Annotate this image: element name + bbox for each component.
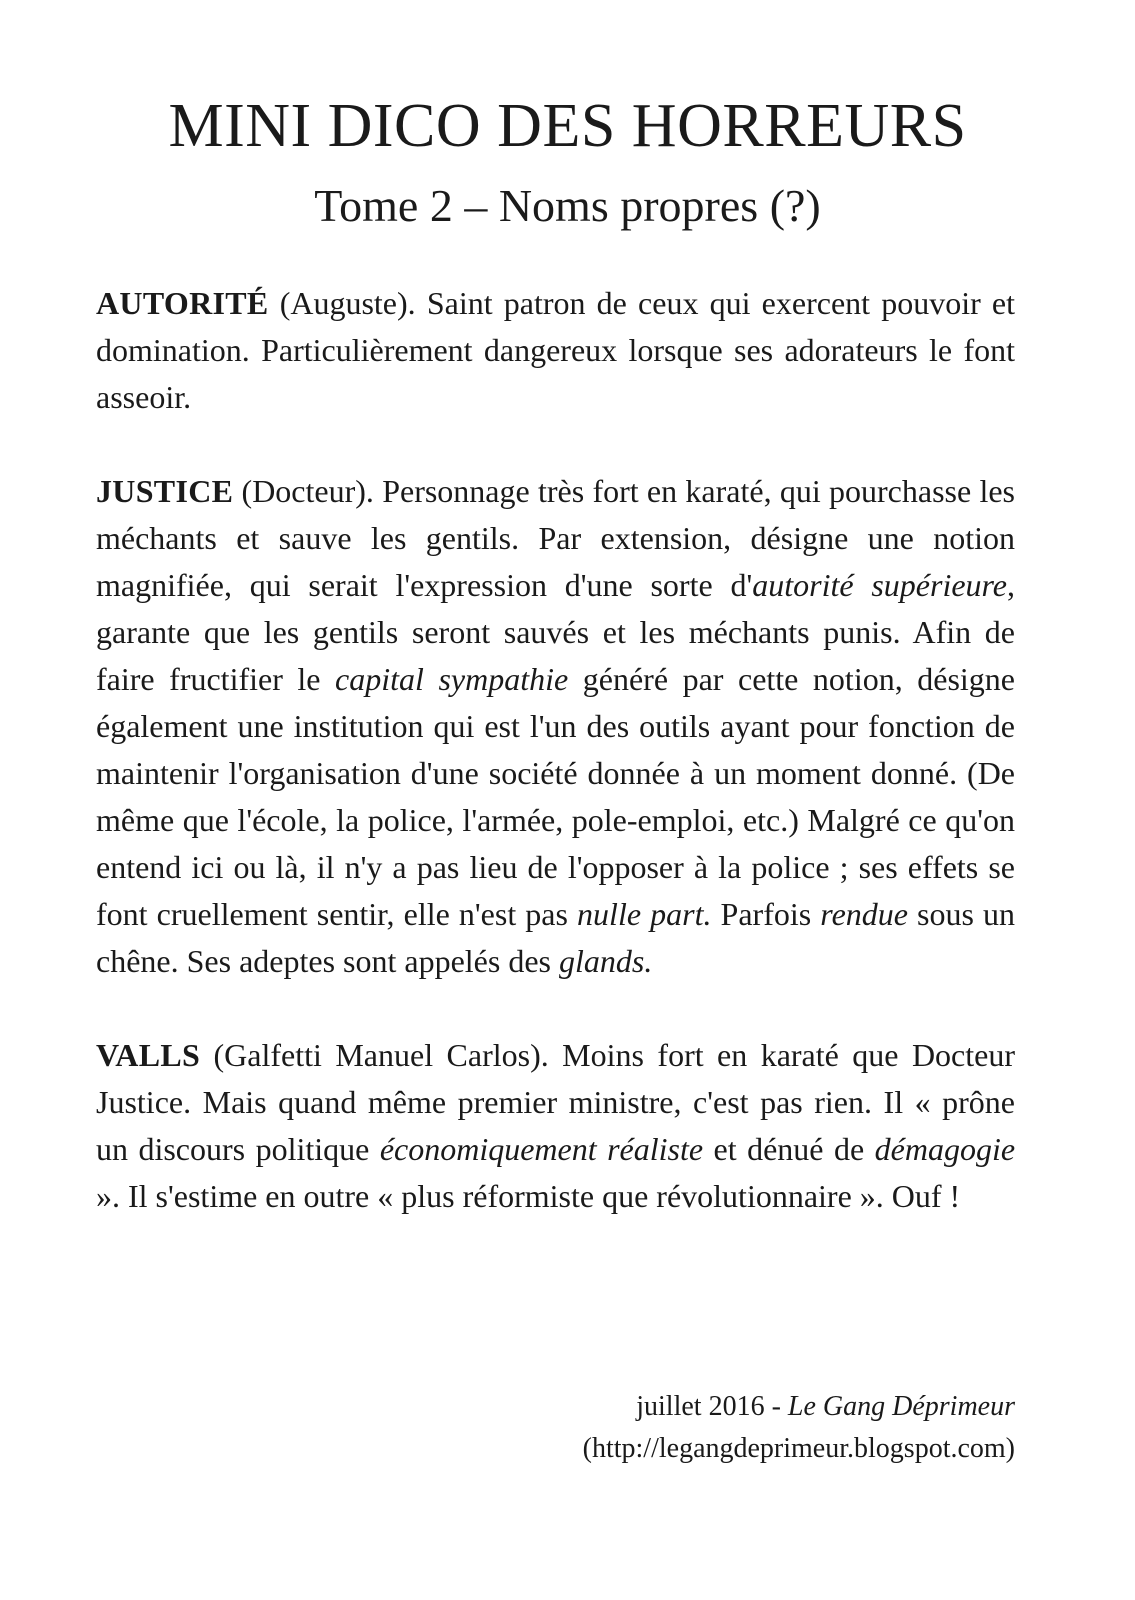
document-title: MINI DICO DES HORREURS (168, 92, 967, 160)
entry-text: (Galfetti Manuel Carlos). Moins fort en karaté que Docteur Justice. Mais quand même premier ministre, c'est pas rien. Il « prône un discours politique (96, 1037, 1015, 1167)
footer-author: Le Gang Déprimeur (787, 1391, 1015, 1422)
entry-autorite (96, 280, 1015, 421)
entry-valls (96, 1032, 1015, 1220)
entry-emphasis: nulle part. (577, 896, 712, 932)
footer-signature (583, 1386, 1015, 1428)
entry-text: sous un chêne. Ses adeptes sont appelés des (96, 896, 1016, 979)
entry-emphasis: capital sympathie (335, 661, 569, 697)
entry-headword: JUSTICE (96, 473, 234, 509)
entry-emphasis: démagogie (874, 1131, 1016, 1167)
dictionary-entries (96, 280, 1015, 1267)
entry-text: (Docteur). Personnage très fort en karaté, qui pourchasse les méchants et sauve les gentils. Par extension, désigne une notion magnifiée, qui serait l'expression d'une sorte d' (96, 473, 1015, 603)
entry-emphasis: rendue (820, 896, 908, 932)
footer-date: juillet 2016 - (636, 1391, 788, 1422)
entry-headword: AUTORITÉ (96, 285, 269, 321)
footer-url: (http://legangdeprimeur.blogspot.com) (582, 1433, 1015, 1464)
document-footer (583, 1386, 1015, 1470)
entry-justice (96, 468, 1015, 985)
entry-text: , garante que les gentils seront sauvés et les méchants punis. Afin de faire fructifier le (96, 567, 1016, 697)
entry-emphasis: autorité supérieure (752, 567, 1008, 603)
entry-emphasis: glands. (558, 943, 653, 979)
document-subtitle: Tome 2 – Noms propres (?) (314, 180, 821, 231)
entry-text: Parfois (711, 896, 821, 932)
entry-text: généré par cette notion, désigne également une institution qui est l'un des outils ayant pour fonction de maintenir l'organisation d'une société donnée à un moment donné. (De même que l'école, la police, l'armée, pole-emploi, etc.) Malgré ce qu'on entend ici ou là, il n'y a pas lieu de l'opposer à la police ; ses effets se font cruellement sentir, elle n'est pas (96, 661, 1015, 932)
entry-text: et dénué de (703, 1131, 875, 1167)
entry-text: ». Il s'estime en outre « plus réformiste que révolutionnaire ». Ouf ! (96, 1178, 961, 1214)
entry-emphasis: économiquement réaliste (379, 1131, 704, 1167)
entry-headword: VALLS (96, 1037, 201, 1073)
entry-body: (Auguste). Saint patron de ceux qui exercent pouvoir et domination. Particulièrement dangereux lorsque ses adorateurs le font asseoir. (96, 285, 1015, 415)
